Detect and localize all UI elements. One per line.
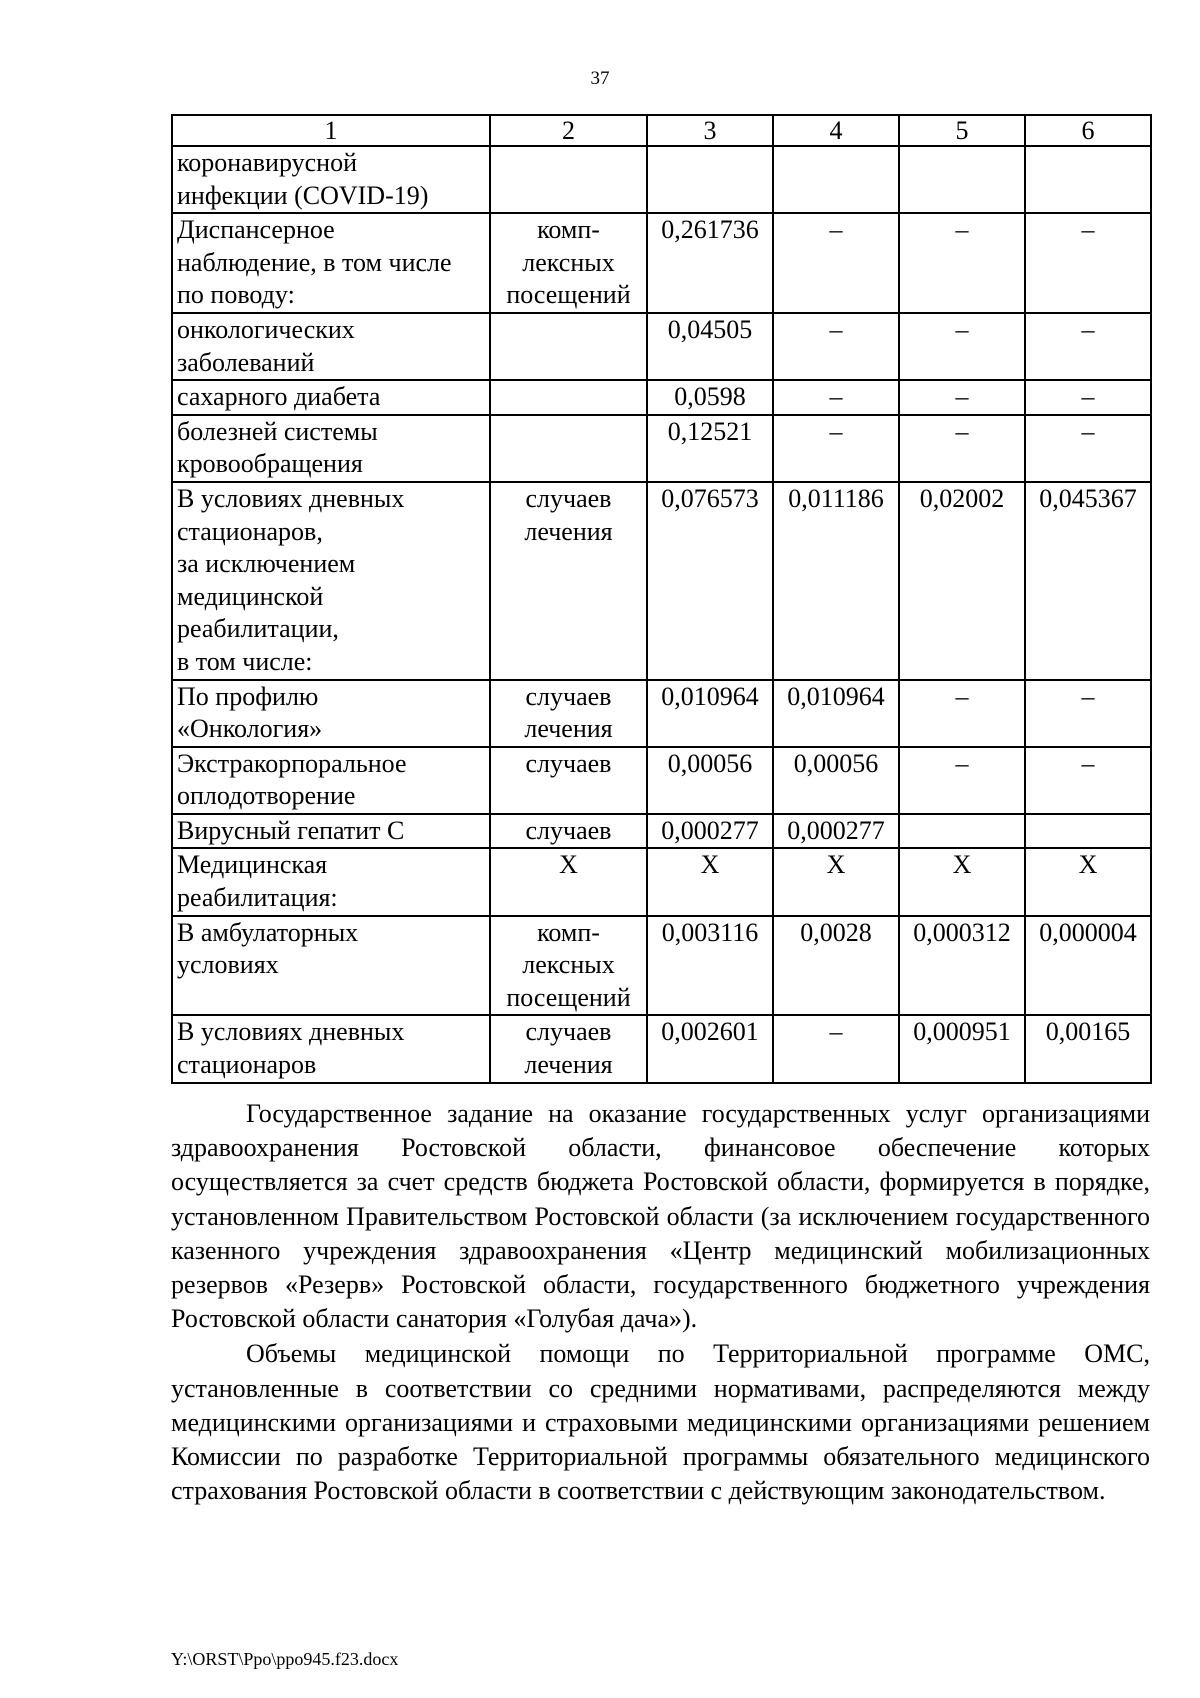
table-cell — [647, 680, 773, 747]
table-cell — [490, 146, 647, 213]
cell-text: – — [1081, 314, 1095, 344]
cell-text: случаев — [525, 815, 612, 845]
table-cell — [773, 380, 899, 415]
cell-text: 0,00165 — [1045, 1017, 1131, 1047]
cell-text: случаев лечения — [524, 681, 613, 744]
cell-text: В амбулаторных условиях — [177, 917, 359, 980]
cell-text: – — [955, 416, 969, 446]
table-cell — [1025, 415, 1151, 482]
cell-text: Х — [559, 850, 578, 880]
cell-text: комп- лексных посещений — [506, 917, 631, 1012]
cell-text: – — [829, 1017, 843, 1047]
header-cell-5: 5 — [899, 115, 1025, 146]
cell-text: 0,011186 — [788, 483, 884, 513]
table-cell — [172, 213, 490, 313]
table-cell — [773, 814, 899, 849]
table-cell — [899, 814, 1025, 849]
table-cell — [773, 747, 899, 814]
cell-text: Экстракорпоральное оплодотворение — [177, 748, 407, 811]
table-cell — [899, 146, 1025, 213]
cell-text: сахарного диабета — [177, 382, 381, 412]
table-cell — [172, 680, 490, 747]
table-cell — [647, 146, 773, 213]
cell-text: 0,12521 — [667, 416, 753, 446]
table-cell — [647, 848, 773, 915]
cell-text: 0,261736 — [661, 215, 759, 245]
cell-text: – — [955, 748, 969, 778]
cell-text: случаев лечения — [524, 1017, 613, 1080]
cell-text: 0,0028 — [800, 917, 872, 947]
cell-text: – — [829, 416, 843, 446]
cell-text: – — [955, 215, 969, 245]
cell-text: Х — [1078, 850, 1098, 880]
table-row — [172, 146, 1151, 213]
cell-text: – — [955, 314, 969, 344]
cell-text: – — [829, 382, 843, 412]
table-cell — [1025, 747, 1151, 814]
table-cell — [1025, 1015, 1151, 1082]
table-cell — [647, 1015, 773, 1082]
table-cell — [1025, 680, 1151, 747]
cell-text: Вирусный гепатит С — [177, 815, 405, 845]
cell-text: 0,076573 — [661, 483, 759, 513]
cell-text: коронавирусной инфекции (COVID-19) — [177, 148, 429, 210]
table-header-row — [172, 115, 1151, 146]
table-cell — [172, 415, 490, 482]
table-cell — [172, 146, 490, 213]
table-cell — [773, 916, 899, 1016]
table-cell — [490, 680, 647, 747]
cell-text: 0,00056 — [793, 748, 879, 778]
cell-text: 0,010964 — [661, 681, 759, 711]
table-cell — [773, 482, 899, 680]
cell-text: – — [1081, 382, 1095, 412]
cell-text: 0,000277 — [787, 815, 885, 845]
cell-text: По профилю «Онкология» — [177, 681, 323, 744]
table-cell — [490, 380, 647, 415]
cell-text: 0,000312 — [913, 917, 1011, 947]
table-row — [172, 380, 1151, 415]
table-body — [172, 115, 1151, 1083]
header-cell-4: 4 — [773, 115, 899, 146]
cell-text: 0,000004 — [1039, 917, 1137, 947]
table-cell — [172, 747, 490, 814]
table-cell — [490, 1015, 647, 1082]
cell-text: болезней системы кровообращения — [177, 416, 378, 479]
table-cell — [899, 415, 1025, 482]
table-cell — [1025, 848, 1151, 915]
table-cell — [172, 313, 490, 380]
table-cell — [899, 916, 1025, 1016]
table-cell — [899, 313, 1025, 380]
table-row — [172, 848, 1151, 915]
table-row — [172, 814, 1151, 849]
table-cell — [172, 1015, 490, 1082]
cell-text: Х — [952, 850, 972, 880]
cell-text: Х — [700, 850, 720, 880]
cell-text: 0,0598 — [674, 382, 746, 412]
table-row — [172, 747, 1151, 814]
cell-text: – — [955, 382, 969, 412]
cell-text: онкологических заболеваний — [177, 314, 355, 377]
table-cell — [773, 848, 899, 915]
table-cell — [172, 482, 490, 680]
table-cell — [647, 415, 773, 482]
data-table — [171, 114, 1152, 1084]
table-cell — [899, 213, 1025, 313]
table-cell — [172, 814, 490, 849]
table-cell — [773, 1015, 899, 1082]
cell-text: комп- лексных посещений — [506, 215, 631, 310]
header-cell-6: 6 — [1025, 115, 1151, 146]
cell-text: – — [1081, 748, 1095, 778]
table-cell — [899, 1015, 1025, 1082]
table-cell — [172, 848, 490, 915]
table-cell — [647, 213, 773, 313]
table-row — [172, 482, 1151, 680]
page-number: 37 — [590, 68, 610, 89]
cell-text: В условиях дневных стационаров — [177, 1017, 405, 1080]
table-cell — [773, 313, 899, 380]
table-cell — [647, 916, 773, 1016]
table-cell — [899, 380, 1025, 415]
table-cell — [1025, 313, 1151, 380]
cell-text: – — [829, 215, 843, 245]
cell-text: 0,04505 — [667, 314, 753, 344]
table-cell — [899, 848, 1025, 915]
table-cell — [647, 380, 773, 415]
table-cell — [490, 848, 647, 915]
cell-text: Медицинская реабилитация: — [177, 850, 338, 913]
table-cell — [490, 916, 647, 1016]
table-cell — [172, 380, 490, 415]
header-cell-2: 2 — [490, 115, 647, 146]
table-cell — [490, 313, 647, 380]
cell-text: 0,003116 — [661, 917, 759, 947]
cell-text: Диспансерное наблюдение, в том числе по поводу: — [177, 215, 452, 310]
header-cell-1: 1 — [172, 115, 490, 146]
table-cell — [1025, 482, 1151, 680]
table-row — [172, 313, 1151, 380]
header-cell-3: 3 — [647, 115, 773, 146]
paragraph-state-assignment: Государственное задание на оказание государственных услуг организациями здравоохранения Ростовской области, финансовое обеспечение которых осуществляется за счет средств бюджета Ростовской области, формируется в порядке, установленном Правительством Ростовской области (за исключением государственного казенного учреждения здравоохранения «Центр медицинский мобилизационных резервов «Резерв» Ростовской области, государственного бюджетного учреждения Ростовской области санатория «Голубая дача»). — [171, 1099, 1150, 1334]
table-row — [172, 415, 1151, 482]
table-cell — [773, 680, 899, 747]
table-cell — [1025, 213, 1151, 313]
footer-file-path: Y:\ORST\Ppo\ppo945.f23.docx — [171, 1649, 399, 1669]
cell-text: – — [1081, 215, 1095, 245]
cell-text: – — [955, 681, 969, 711]
table-cell — [647, 747, 773, 814]
cell-text: 0,000951 — [913, 1017, 1011, 1047]
cell-text: – — [1081, 681, 1095, 711]
table-cell — [647, 313, 773, 380]
table-cell — [1025, 146, 1151, 213]
table-cell — [647, 814, 773, 849]
table-cell — [1025, 916, 1151, 1016]
table-cell — [647, 482, 773, 680]
table-cell — [172, 916, 490, 1016]
table-cell — [773, 213, 899, 313]
table-cell — [490, 814, 647, 849]
table-cell — [773, 415, 899, 482]
cell-text: Х — [826, 850, 846, 880]
cell-text: случаев лечения — [524, 483, 613, 546]
cell-text: 0,002601 — [661, 1017, 759, 1047]
table-row — [172, 916, 1151, 1016]
table-row — [172, 213, 1151, 313]
cell-text: 0,045367 — [1039, 483, 1137, 513]
table-cell — [1025, 814, 1151, 849]
cell-text: В условиях дневных стационаров, за исключением медицинской реабилитации, в том числе: — [177, 483, 405, 676]
cell-text: 0,02002 — [919, 483, 1005, 513]
cell-text: 0,00056 — [667, 748, 753, 778]
cell-text: – — [1081, 416, 1095, 446]
table-cell — [490, 415, 647, 482]
cell-text: случаев — [525, 748, 612, 778]
table-cell — [490, 482, 647, 680]
table-row — [172, 1015, 1151, 1082]
body-text — [171, 1097, 1150, 1509]
cell-text: – — [829, 314, 843, 344]
cell-text: 0,010964 — [787, 681, 885, 711]
table-cell — [899, 747, 1025, 814]
table-cell — [899, 680, 1025, 747]
table-cell — [773, 146, 899, 213]
table-cell — [490, 747, 647, 814]
table-cell — [1025, 380, 1151, 415]
table-row — [172, 680, 1151, 747]
table-cell — [490, 213, 647, 313]
cell-text: 0,000277 — [661, 815, 759, 845]
paragraph-oms-volumes: Объемы медицинской помощи по Территориальной программе ОМС, установленные в соответствии со средними нормативами, распределяются между медицинскими организациями и страховыми медицинскими организациями решением Комиссии по разработке Территориальной программы обязательного медицинского страхования Ростовской области в соответствии с действующим законодательством. — [171, 1339, 1150, 1506]
table-cell — [899, 482, 1025, 680]
